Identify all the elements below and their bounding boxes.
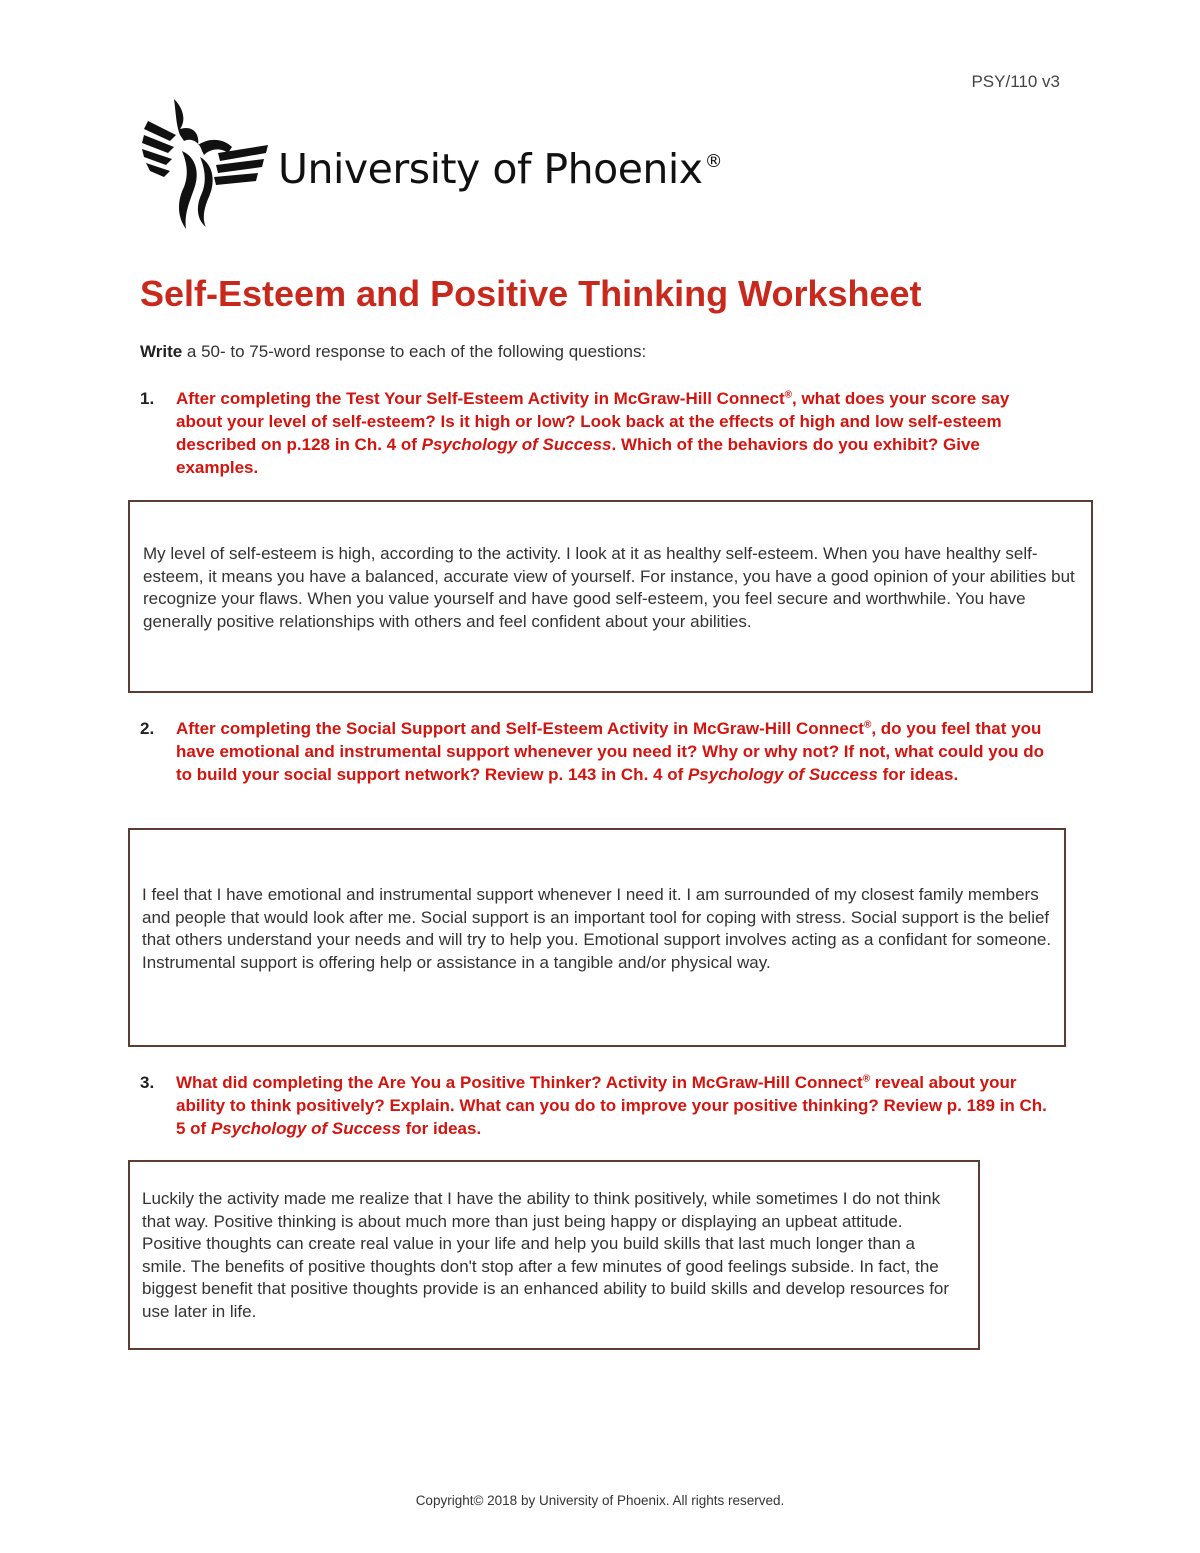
instruction-text: Write a 50- to 75-word response to each of the following questions: — [140, 342, 647, 361]
question-3: 3. What did completing the Are You a Positive Thinker? Activity in McGraw-Hill Connect® reveal about your ability to think positively? Explain. What can you do to improve your positive thinking? Review p. 189 in Ch. 5 of Psychology of Success for ideas. — [140, 1071, 1056, 1140]
worksheet-title: Self-Esteem and Positive Thinking Worksheet — [140, 273, 922, 314]
phoenix-icon — [140, 95, 270, 231]
copyright-footer: Copyright© 2018 by University of Phoenix. All rights reserved. — [415, 1493, 785, 1508]
university-logo — [140, 95, 722, 231]
logo-wordmark: University of Phoenix ® — [278, 145, 723, 193]
answer-text: My level of self-esteem is high, according to the activity. I look at it as healthy self-esteem. When you have healthy self-esteem, it means you have a balanced, accurate view of yourself. For instance, you have a good opinion of your abilities but recognize your flaws. When you value yourself and have good self-esteem, you feel secure and worthwhile. You have generally positive relationships with others and feel confident about your abilities. — [143, 544, 1075, 631]
question-1: 1. After completing the Test Your Self-Esteem Activity in McGraw-Hill Connect®, what does your score say about your level of self-esteem? Is it high or low? Look back at the effects of high and low self-esteem described on p.128 in Ch. 4 of Psychology of Success. Which of the behaviors do you exhibit? Give examples. — [140, 387, 1056, 479]
answer-text: Luckily the activity made me realize that I have the ability to think positively, while sometimes I do not think that way. Positive thinking is about much more than just being happy or displaying an upbeat attitude. Positive thoughts can create real value in your life and help you build skills that last much longer than a smile. The benefits of positive thoughts don't stop after a few minutes of good feelings subside. In fact, the biggest benefit that positive thoughts provide is an enhanced ability to build skills and develop resources for use later in life. — [142, 1189, 950, 1321]
answer-box-2[interactable] — [128, 828, 1066, 1047]
question-2: 2. After completing the Social Support and Self-Esteem Activity in McGraw-Hill Connect®, do you feel that you have emotional and instrumental support whenever you need it? Why or why not? If not, what could you do to build your social support network? Review p. 143 in Ch. 4 of Psychology of Success for ideas. — [140, 717, 1056, 786]
answer-box-1[interactable] — [128, 500, 1093, 693]
course-code: PSY/110 v3 — [971, 72, 1060, 91]
question-text: What did completing the Are You a Positive Thinker? Activity in McGraw-Hill Connect® reveal about your ability to think positively? Explain. What can you do to improve your positive thinking? Review p. 189 in Ch. 5 of Psychology of Success for ideas. — [176, 1073, 1047, 1138]
answer-box-3[interactable] — [128, 1160, 980, 1350]
question-text: After completing the Test Your Self-Esteem Activity in McGraw-Hill Connect®, what does your score say about your level of self-esteem? Is it high or low? Look back at the effects of high and low self-esteem described on p.128 in Ch. 4 of Psychology of Success. Which of the behaviors do you exhibit? Give examples. — [176, 389, 1010, 477]
answer-text: I feel that I have emotional and instrumental support whenever I need it. I am surrounded of my closest family members and people that would look after me. Social support is an important tool for coping with stress. Social support is the belief that others understand your needs and will try to help you. Emotional support involves acting as a confidant for someone. Instrumental support is offering help or assistance in a tangible and/or physical way. — [142, 885, 1052, 972]
question-text: After completing the Social Support and Self-Esteem Activity in McGraw-Hill Connect®, do you feel that you have emotional and instrumental support whenever you need it? Why or why not? If not, what could you do to build your social support network? Review p. 143 in Ch. 4 of Psychology of Success for ideas. — [176, 719, 1044, 784]
